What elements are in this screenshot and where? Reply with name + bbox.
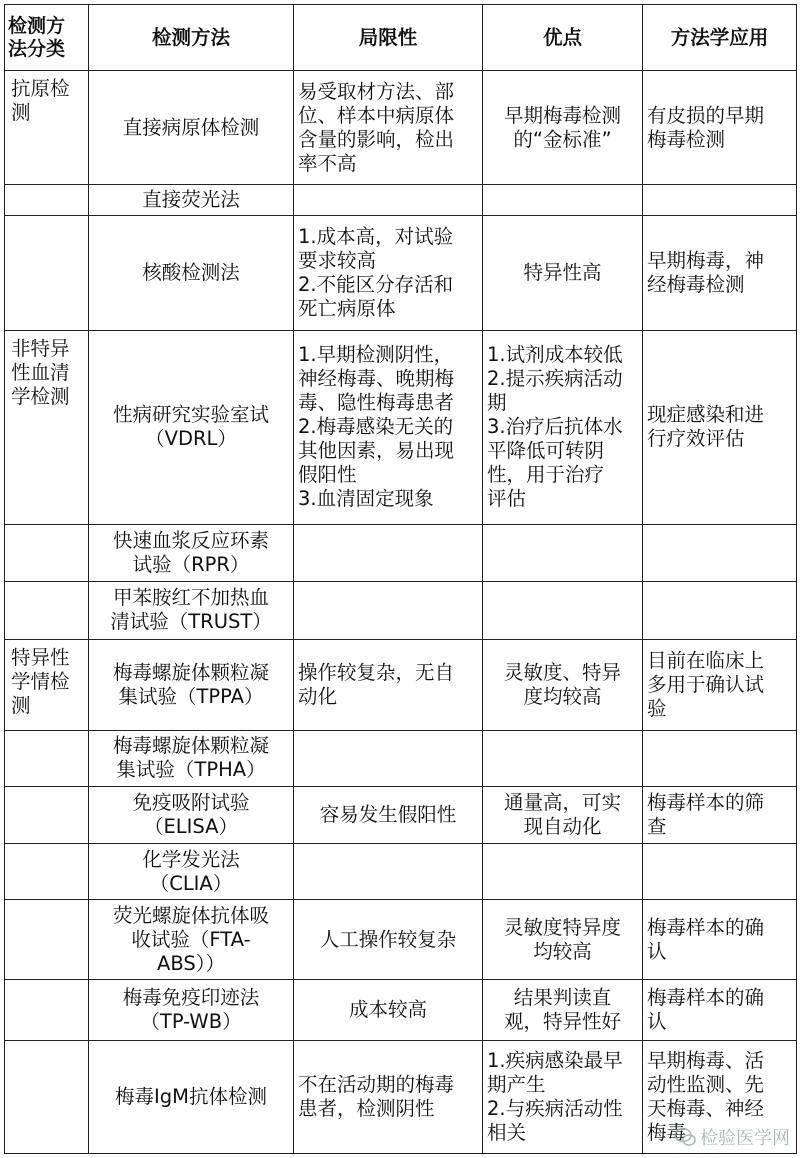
cell-line: 梅毒IgM抗体检测 <box>115 1084 267 1108</box>
cell-line: 验 <box>647 696 667 720</box>
cell-line: 抗原检 <box>11 77 70 100</box>
cell-line: 梅毒检测 <box>647 127 726 151</box>
cell-adv <box>483 330 643 524</box>
cell-line: 其他因素，易出现 <box>298 439 455 463</box>
header-row <box>5 5 797 71</box>
cell-line: 神经梅毒、晚期梅 <box>298 367 455 391</box>
cell-cat <box>5 900 89 980</box>
cell-line: 2.提示疾病活动 <box>487 367 623 391</box>
cell-cat <box>5 730 89 787</box>
cell-lim <box>294 639 483 730</box>
table-row <box>5 787 797 844</box>
cell-line: 的“金标准” <box>513 127 612 151</box>
header-category: 检测方 法分类 <box>5 5 89 71</box>
cell-app <box>643 843 797 900</box>
cell-lim <box>294 980 483 1041</box>
cell-line: 免疫吸附试验 <box>132 791 250 815</box>
table-row <box>5 71 797 185</box>
cell-line: 性病研究实验室试 <box>112 403 269 427</box>
cell-cat <box>5 980 89 1041</box>
cell-method <box>89 843 294 900</box>
cell-line: 性，用于治疗 <box>487 463 605 487</box>
cell-method <box>89 71 294 185</box>
cell-line: 非特异 <box>11 336 70 360</box>
cell-app <box>643 900 797 980</box>
watermark <box>674 1124 790 1150</box>
cell-line: 梅毒样本的确 <box>647 915 765 939</box>
cell-line: 位、样本中病原体 <box>298 103 455 127</box>
cell-line: 快速血浆反应环素 <box>112 528 269 552</box>
cell-line: 核酸检测法 <box>142 261 240 285</box>
cell-line: 观，特异性好 <box>503 1009 621 1033</box>
cell-adv <box>483 900 643 980</box>
cell-adv <box>483 843 643 900</box>
cell-line: 有皮损的早期 <box>647 103 765 127</box>
cell-line: （CLIA） <box>149 871 233 895</box>
cell-line: 通量高，可实 <box>503 791 621 815</box>
cell-line: 性血清 <box>11 360 70 384</box>
cell-app <box>643 524 797 582</box>
cell-app <box>643 71 797 185</box>
table-row <box>5 639 797 730</box>
cell-line: 1.成本高，对试验 <box>298 225 454 249</box>
cell-cat <box>5 1040 89 1153</box>
cell-app <box>643 639 797 730</box>
table-row <box>5 524 797 582</box>
table-row <box>5 980 797 1041</box>
cell-line: 集试验（TPPA） <box>118 684 264 708</box>
cell-line: 多用于确认试 <box>647 672 765 696</box>
cell-line: 荧光螺旋体抗体吸 <box>112 903 269 927</box>
table-row <box>5 843 797 900</box>
cell-lim <box>294 71 483 185</box>
cell-adv <box>483 216 643 330</box>
cell-method <box>89 216 294 330</box>
cell-line: （VDRL） <box>145 427 237 451</box>
cell-adv <box>483 71 643 185</box>
table-row <box>5 216 797 330</box>
syphilis-test-table <box>4 4 797 1154</box>
cell-line: 易受取材方法、部 <box>298 79 455 103</box>
cell-line: 早期梅毒、活 <box>647 1048 765 1072</box>
cell-line: 灵敏度特异度 <box>503 915 621 939</box>
cell-app <box>643 582 797 640</box>
cell-method <box>89 1040 294 1153</box>
cell-line: 灵敏度、特异 <box>503 660 621 684</box>
cell-line: 患者，检测阴性 <box>298 1096 435 1120</box>
cell-cat <box>5 71 89 185</box>
cell-line: 期产生 <box>487 1072 546 1096</box>
cell-line: （ELISA） <box>143 815 238 839</box>
header-advantage: 优点 <box>483 5 643 71</box>
cell-line: 动化 <box>298 684 338 708</box>
cell-line: 早期梅毒检测 <box>503 103 621 127</box>
cell-line: 化学发光法 <box>142 847 240 871</box>
cell-lim <box>294 330 483 524</box>
cell-line: 认 <box>647 1009 667 1033</box>
cell-line: 特异性高 <box>523 261 602 285</box>
cell-line: 1.早期检测阴性， <box>298 343 454 367</box>
cell-line: 度均较高 <box>523 684 602 708</box>
cell-cat <box>5 639 89 730</box>
table-row <box>5 330 797 524</box>
cell-adv <box>483 730 643 787</box>
cell-lim <box>294 524 483 582</box>
cell-adv <box>483 185 643 216</box>
cell-line: 死亡病原体 <box>298 297 396 321</box>
cell-line: 经梅毒检测 <box>647 273 745 297</box>
cell-line: 3.治疗后抗体水 <box>487 415 623 439</box>
cell-line: 特异性 <box>11 645 70 669</box>
cell-line: 直接病原体检测 <box>122 115 260 139</box>
cell-line: 梅毒免疫印迹法 <box>122 985 260 1009</box>
cell-method <box>89 900 294 980</box>
cell-line: 学情检 <box>11 669 70 693</box>
cell-line: 2.与疾病活动性 <box>487 1096 623 1120</box>
cell-line: 收试验（FTA- <box>131 927 251 951</box>
table-row <box>5 900 797 980</box>
cell-line: （TP-WB） <box>140 1009 242 1033</box>
cell-line: 梅毒螺旋体颗粒凝 <box>112 660 269 684</box>
table-row <box>5 185 797 216</box>
cell-line: 1.疾病感染最早 <box>487 1048 623 1072</box>
cell-line: 不在活动期的梅毒 <box>298 1072 455 1096</box>
cell-adv <box>483 582 643 640</box>
cell-line: 2.不能区分存活和 <box>298 273 454 297</box>
cell-line: 直接荧光法 <box>142 188 240 212</box>
cell-line: 动性监测、先 <box>647 1072 765 1096</box>
header-application: 方法学应用 <box>643 5 797 71</box>
cell-line: 测 <box>11 693 31 717</box>
header-limitation: 局限性 <box>294 5 483 71</box>
cell-line: 期 <box>487 391 507 415</box>
cell-line: 行疗效评估 <box>647 427 745 451</box>
cell-line: 假阳性 <box>298 463 357 487</box>
cell-line: 率不高 <box>298 151 357 175</box>
cell-line: 毒、隐性梅毒患者 <box>298 391 455 415</box>
cell-app <box>643 185 797 216</box>
cell-line: 清试验（TRUST） <box>110 610 272 634</box>
table-row <box>5 730 797 787</box>
cell-line: 3.血清固定现象 <box>298 487 434 511</box>
cell-cat <box>5 524 89 582</box>
cell-app <box>643 980 797 1041</box>
cell-line: 现自动化 <box>523 815 602 839</box>
cell-lim <box>294 843 483 900</box>
cell-line: 甲苯胺红不加热血 <box>112 586 269 610</box>
cell-line: 早期梅毒，神 <box>647 249 765 273</box>
cell-cat <box>5 787 89 844</box>
cell-line: 学检测 <box>11 384 70 408</box>
cell-adv <box>483 1040 643 1153</box>
cell-app <box>643 216 797 330</box>
cell-line: ABS）） <box>156 951 225 975</box>
cell-line: 操作较复杂，无自 <box>298 660 455 684</box>
cell-line: 相关 <box>487 1120 527 1144</box>
cell-line: 结果判读直 <box>513 985 612 1009</box>
cell-line: 人工操作较复杂 <box>319 927 457 951</box>
cell-lim <box>294 216 483 330</box>
cell-lim <box>294 185 483 216</box>
cell-line: 梅毒 <box>647 1120 687 1144</box>
cell-adv <box>483 980 643 1041</box>
cell-method <box>89 185 294 216</box>
cell-line: 集试验（TPHA） <box>116 758 266 782</box>
cell-line: 现症感染和进 <box>647 403 765 427</box>
cell-cat <box>5 843 89 900</box>
cell-line: 平降低可转阴 <box>487 439 605 463</box>
table-row <box>5 582 797 640</box>
wechat-icon <box>674 1127 696 1147</box>
cell-method <box>89 330 294 524</box>
cell-line: 成本较高 <box>348 997 427 1021</box>
cell-lim <box>294 900 483 980</box>
cell-line: 2.梅毒感染无关的 <box>298 415 454 439</box>
cell-app <box>643 787 797 844</box>
cell-lim <box>294 1040 483 1153</box>
cell-line: 均较高 <box>533 939 592 963</box>
cell-line: 1.试剂成本较低 <box>487 343 623 367</box>
cell-cat <box>5 330 89 524</box>
cell-line: 梅毒样本的筛 <box>647 791 765 815</box>
cell-app <box>643 330 797 524</box>
cell-lim <box>294 582 483 640</box>
cell-adv <box>483 787 643 844</box>
cell-line: 查 <box>647 815 667 839</box>
cell-line: 天梅毒、神经 <box>647 1096 765 1120</box>
cell-method <box>89 787 294 844</box>
header-method: 检测方法 <box>89 5 294 71</box>
cell-method <box>89 639 294 730</box>
cell-line: 要求较高 <box>298 249 377 273</box>
cell-adv <box>483 524 643 582</box>
cell-adv <box>483 639 643 730</box>
cell-line: 认 <box>647 939 667 963</box>
cell-lim <box>294 730 483 787</box>
cell-lim <box>294 787 483 844</box>
cell-cat <box>5 185 89 216</box>
cell-method <box>89 524 294 582</box>
watermark-text: 检验医学网 <box>700 1128 790 1149</box>
cell-method <box>89 582 294 640</box>
cell-line: 容易发生假阳性 <box>319 803 457 827</box>
cell-method <box>89 980 294 1041</box>
cell-line: 评估 <box>487 487 527 511</box>
cell-line: 梅毒螺旋体颗粒凝 <box>112 734 269 758</box>
cell-line: 目前在临床上 <box>647 648 765 672</box>
cell-line: 测 <box>11 101 31 124</box>
cell-line: 含量的影响，检出 <box>298 127 455 151</box>
cell-method <box>89 730 294 787</box>
cell-cat <box>5 216 89 330</box>
cell-app <box>643 730 797 787</box>
cell-line: 梅毒样本的确 <box>647 985 765 1009</box>
cell-line: 试验（RPR） <box>132 552 250 576</box>
cell-cat <box>5 582 89 640</box>
